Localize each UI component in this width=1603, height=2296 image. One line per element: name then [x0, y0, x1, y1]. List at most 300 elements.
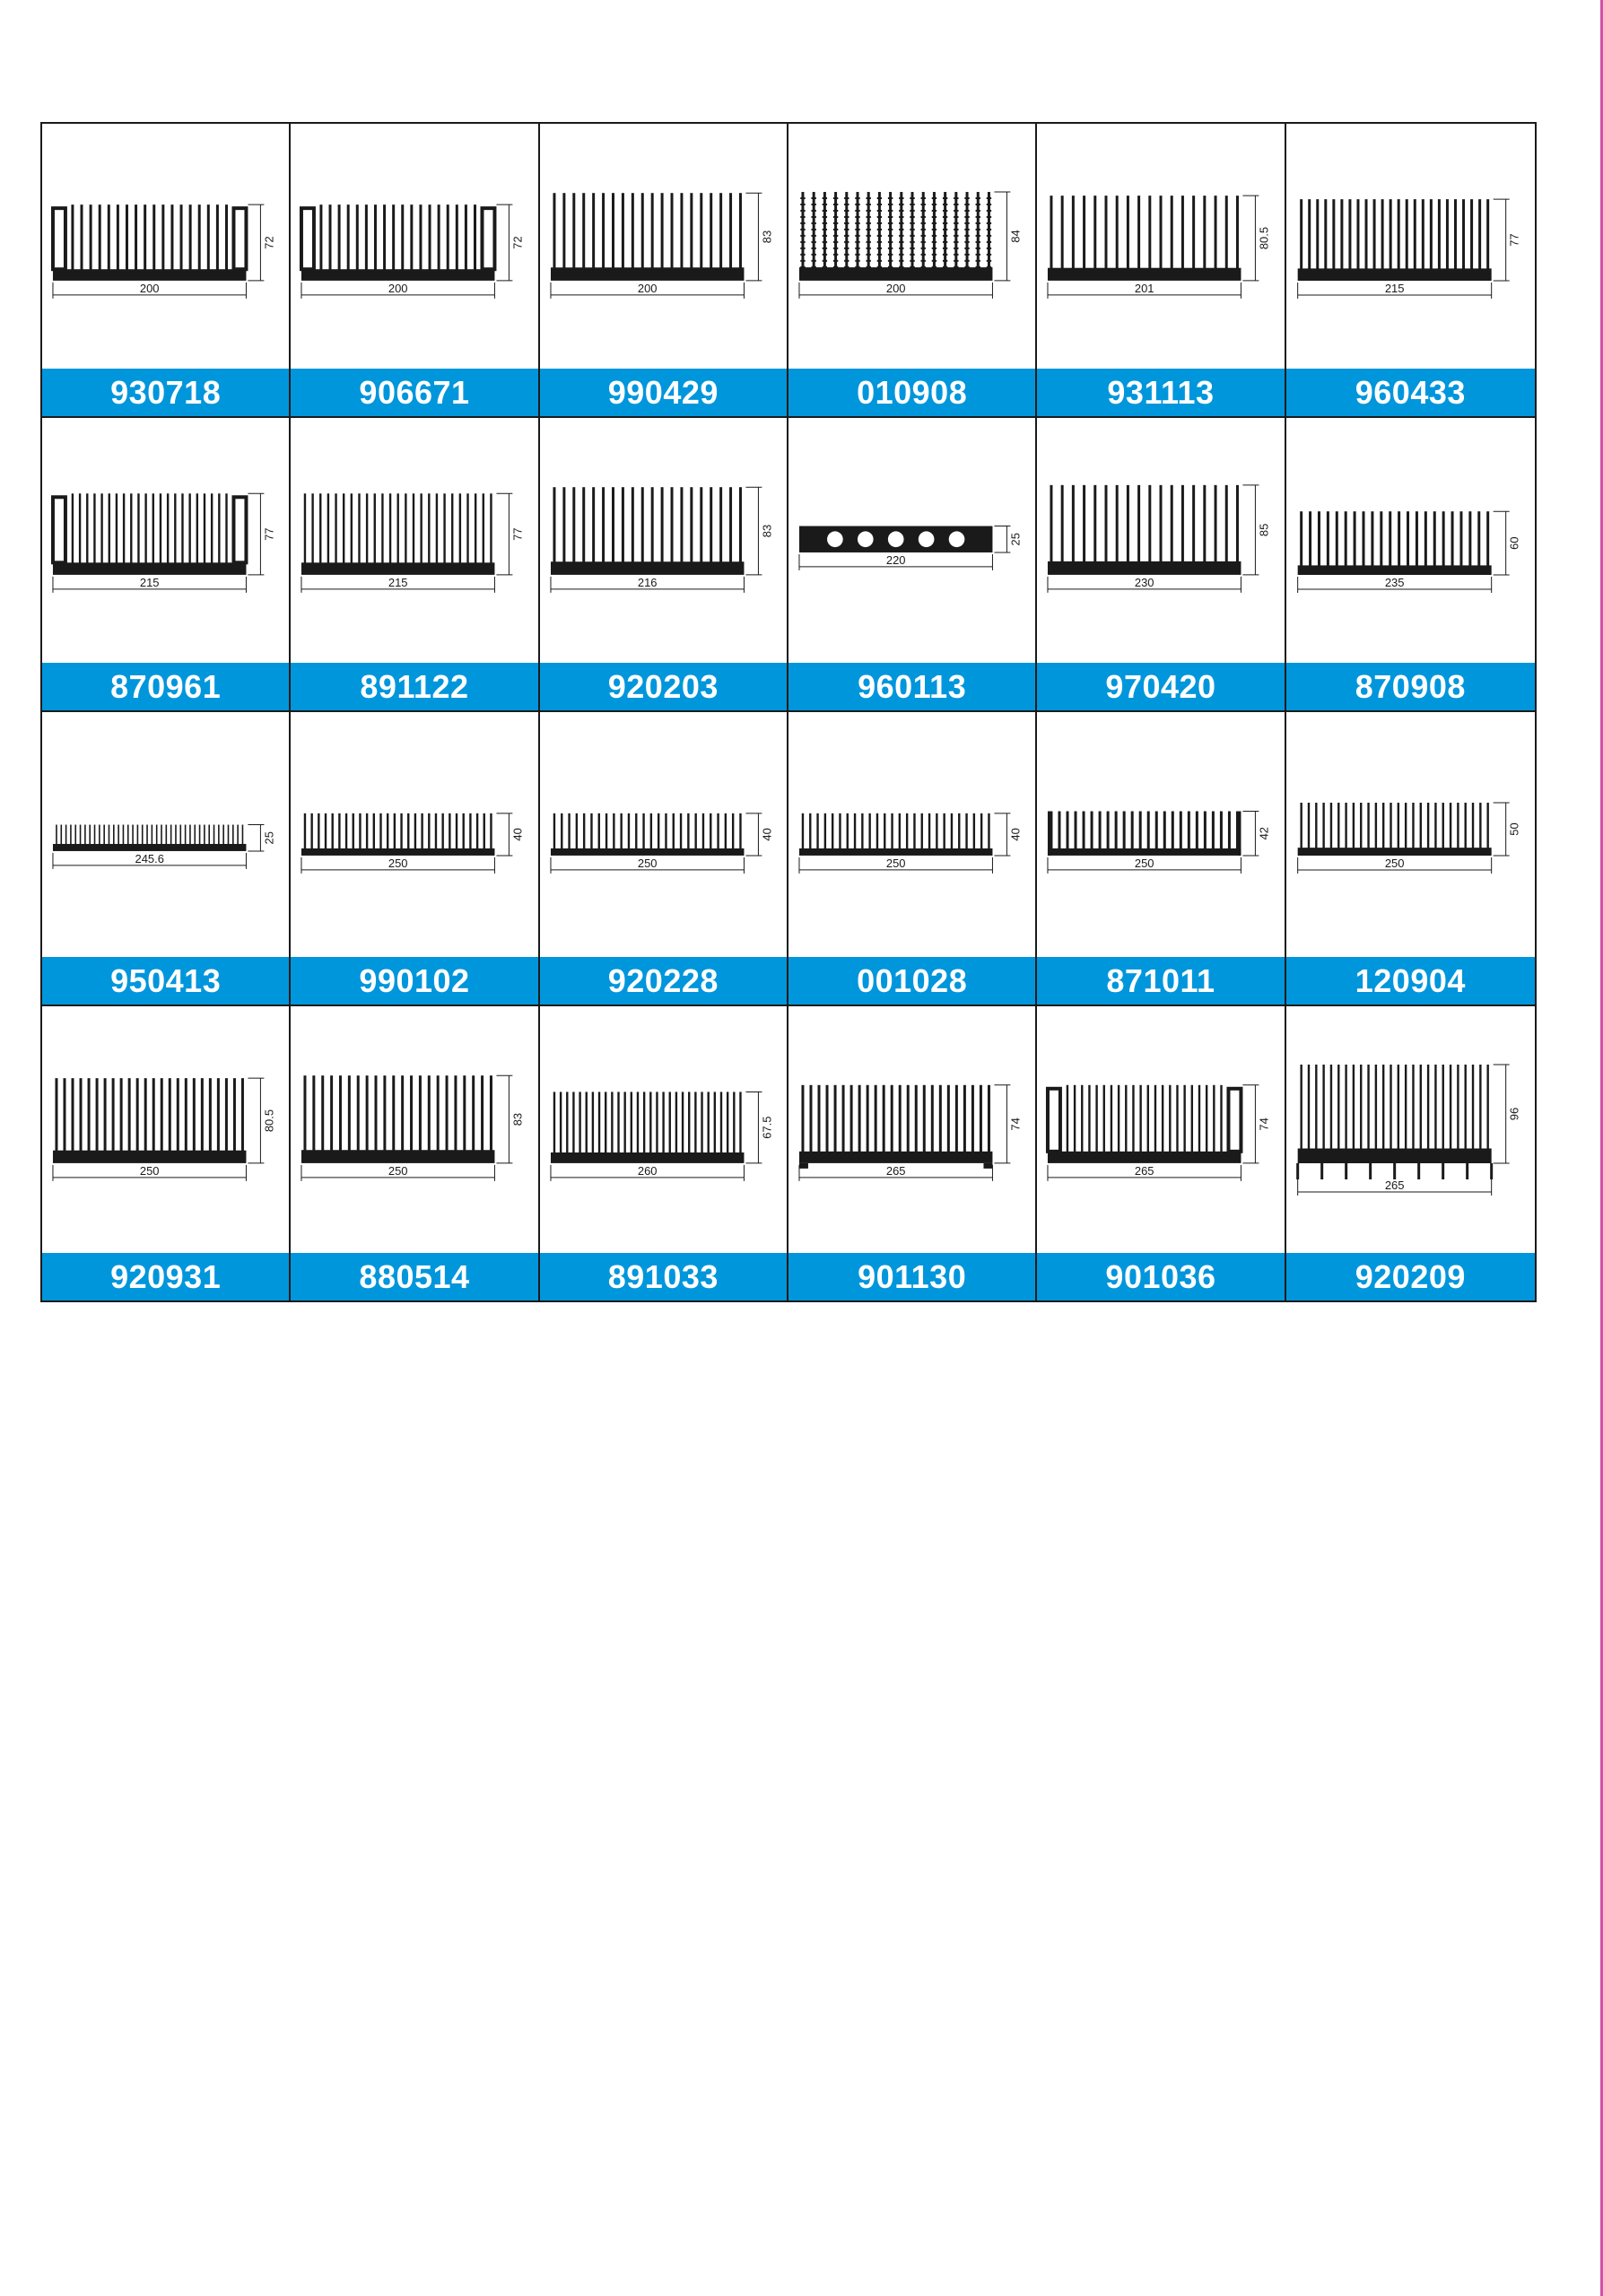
profile-fin — [225, 1078, 228, 1152]
heatsink-cross-section — [1037, 124, 1284, 366]
profile-serration — [844, 210, 849, 212]
profile-fin — [1345, 1065, 1346, 1150]
profile-fin — [1398, 511, 1400, 566]
profile-serration — [800, 254, 805, 256]
profile-fin — [1459, 511, 1462, 566]
profile-fin — [1427, 803, 1429, 848]
profile-fin — [72, 493, 74, 563]
profile-fin — [1364, 199, 1367, 269]
profile-fin — [463, 813, 465, 849]
profile-serration — [823, 266, 827, 268]
profile-card — [1037, 418, 1285, 712]
profile-fin — [233, 1078, 236, 1152]
height-label: 74 — [1008, 1118, 1023, 1131]
profile-fin — [161, 204, 164, 270]
profile-serration — [844, 248, 849, 249]
profile-fin — [93, 493, 95, 563]
profile-code: 871011 — [1037, 957, 1284, 1004]
profile-serration — [932, 216, 937, 218]
profile-serration — [943, 248, 947, 249]
height-label: 25 — [262, 831, 276, 845]
profile-serration — [899, 204, 903, 205]
profile-serration — [877, 229, 882, 230]
profile-fin — [242, 825, 244, 845]
profile-code: 880514 — [291, 1253, 537, 1300]
profile-channel — [301, 208, 314, 269]
profile-serration — [867, 216, 871, 218]
profile-serration — [932, 248, 937, 249]
profile-serration — [954, 241, 958, 243]
profile-serration — [877, 216, 882, 218]
profile-base — [1297, 268, 1491, 281]
profile-fin — [136, 1078, 139, 1152]
profile-fin — [1457, 803, 1459, 848]
profile-lower-fin — [1466, 1163, 1468, 1179]
profile-serration — [855, 222, 859, 224]
width-label: 250 — [1135, 856, 1154, 870]
profile-fin — [152, 204, 155, 270]
profile-serration — [899, 254, 903, 256]
profile-fin — [1116, 196, 1119, 269]
profile-fin — [208, 825, 210, 845]
profile-fin — [1462, 199, 1465, 269]
profile-fin — [928, 813, 930, 849]
profile-drawing — [1048, 811, 1241, 855]
profile-fin — [1397, 1065, 1398, 1150]
profile-base — [551, 848, 744, 856]
profile-fin — [484, 813, 485, 849]
profile-fin — [1382, 1065, 1384, 1150]
profile-serration — [943, 222, 947, 224]
profile-serration — [823, 254, 827, 256]
profile-serration — [987, 222, 991, 224]
profile-card — [1037, 124, 1285, 418]
profile-fin — [330, 1075, 333, 1151]
profile-drawing — [551, 813, 744, 856]
heatsink-cross-section — [788, 124, 1035, 366]
profile-fin — [662, 1091, 664, 1153]
profile-fin — [1434, 1065, 1436, 1150]
profile-fin — [739, 487, 742, 562]
profile-serration — [954, 266, 958, 268]
profile-fin — [861, 813, 863, 849]
profile-serration — [867, 204, 871, 205]
height-dimension — [1493, 1065, 1520, 1163]
profile-fin — [100, 493, 102, 563]
profile-fin — [117, 204, 119, 270]
heatsink-cross-section — [1286, 1006, 1535, 1248]
profile-fin — [304, 1075, 307, 1151]
profile-serration — [867, 260, 871, 262]
profile-fin — [553, 193, 555, 268]
profile-serration — [855, 210, 859, 212]
profile-fin — [384, 1075, 387, 1151]
profile-base — [799, 267, 992, 281]
profile-fin — [700, 487, 702, 562]
profile-fin — [640, 487, 643, 562]
profile-base — [799, 848, 992, 856]
profile-fin — [1367, 1065, 1369, 1150]
profile-fin — [1309, 511, 1311, 566]
profile-serration — [823, 241, 827, 243]
profile-serration — [976, 222, 980, 224]
profile-hole — [919, 531, 935, 547]
profile-fin — [1345, 803, 1346, 848]
heatsink-cross-section — [1286, 124, 1535, 366]
profile-serration — [899, 260, 903, 262]
profile-fin — [476, 813, 478, 849]
profile-serration — [910, 235, 914, 237]
profile-fin — [635, 813, 637, 849]
profile-fin — [1125, 1085, 1127, 1152]
width-dimension — [799, 857, 992, 874]
profile-serration — [976, 254, 980, 256]
profile-fin — [1061, 485, 1064, 562]
profile-fin — [80, 825, 82, 845]
profile-fin — [936, 813, 937, 849]
profile-serration — [943, 197, 947, 199]
profile-fin — [422, 813, 423, 849]
profile-serration — [800, 266, 805, 268]
profile-fin — [374, 493, 376, 563]
profile-fin — [1308, 199, 1311, 269]
profile-drawing-area — [540, 418, 787, 660]
heatsink-cross-section — [540, 124, 787, 366]
profile-serration — [867, 241, 871, 243]
profile-fin — [325, 813, 327, 849]
profile-base — [1048, 561, 1241, 575]
profile-serration — [976, 204, 980, 205]
heatsink-cross-section — [291, 1006, 537, 1248]
profile-fin — [622, 193, 624, 268]
profile-fin — [209, 1078, 212, 1152]
profile-fin — [572, 193, 575, 268]
profile-fin — [116, 493, 118, 563]
profile-fin — [322, 1075, 325, 1151]
profile-fin — [338, 204, 341, 270]
profile-serration — [899, 235, 903, 237]
profile-fin — [672, 813, 674, 849]
profile-fin — [802, 813, 804, 849]
profile-serration — [833, 241, 838, 243]
profile-fin — [228, 825, 230, 845]
profile-fin — [89, 825, 91, 845]
profile-fin — [211, 493, 213, 563]
profile-fin — [592, 193, 595, 268]
profile-serration — [921, 260, 926, 262]
profile-fin — [1111, 1085, 1112, 1152]
height-label: 67.5 — [760, 1116, 774, 1139]
profile-serration — [867, 235, 871, 237]
profile-serration — [964, 254, 969, 256]
profile-fin — [108, 204, 110, 270]
profile-fin — [491, 493, 492, 563]
profile-code: 950413 — [42, 957, 289, 1004]
profile-fin — [437, 1075, 440, 1151]
profile-fin — [339, 813, 341, 849]
profile-base — [1297, 848, 1491, 856]
profile-serration — [964, 216, 969, 218]
profile-card — [291, 712, 539, 1006]
profile-serration — [899, 241, 903, 243]
profile-fin — [347, 204, 350, 270]
profile-serration — [811, 222, 815, 224]
profile-fin — [436, 493, 438, 563]
profile-serration — [910, 210, 914, 212]
profile-serration — [877, 248, 882, 249]
profile-lower-fin — [1345, 1163, 1347, 1179]
profile-serration — [877, 197, 882, 199]
profile-fin — [690, 487, 693, 562]
profile-code: 906671 — [291, 369, 537, 416]
profile-fin — [474, 204, 476, 270]
profile-fin — [670, 487, 673, 562]
profile-base — [53, 562, 246, 575]
profile-base — [1048, 1152, 1241, 1163]
profile-fin — [988, 1085, 990, 1152]
profile-fin — [359, 493, 361, 563]
profile-fin — [414, 813, 416, 849]
profile-fin — [218, 825, 220, 845]
profile-fin — [640, 193, 643, 268]
height-dimension — [1243, 485, 1271, 575]
profile-fin — [858, 1085, 861, 1152]
profile-fin — [120, 1078, 123, 1152]
profile-serration — [964, 248, 969, 249]
profile-fin — [809, 813, 811, 849]
profile-serration — [811, 210, 815, 212]
profile-fin — [1451, 511, 1453, 566]
profile-fin — [70, 825, 72, 845]
profile-code: 990429 — [540, 369, 787, 416]
width-dimension — [1297, 576, 1491, 593]
profile-fin — [1470, 199, 1473, 269]
profile-fin — [152, 1078, 155, 1152]
profile-fin — [1486, 803, 1488, 848]
profile-fin — [1352, 803, 1354, 848]
width-label: 230 — [1135, 575, 1154, 589]
profile-drawing — [551, 193, 744, 281]
profile-fin — [612, 193, 614, 268]
profile-serration — [855, 241, 859, 243]
profile-fin — [401, 1075, 404, 1151]
profile-fin — [313, 1075, 316, 1151]
profile-serration — [976, 248, 980, 249]
profile-fin — [96, 1078, 99, 1152]
profile-fin — [939, 1085, 942, 1152]
profile-serration — [888, 241, 893, 243]
profile-fin — [218, 493, 220, 563]
profile-drawing-area — [42, 712, 289, 954]
profile-fin — [701, 1091, 702, 1153]
profile-fin — [568, 813, 570, 849]
profile-code: 970420 — [1037, 663, 1284, 710]
profile-serration — [910, 241, 914, 243]
profile-fin — [446, 1075, 449, 1151]
profile-serration — [888, 204, 893, 205]
profile-fin — [1061, 196, 1064, 269]
profile-fin — [729, 193, 732, 268]
height-dimension — [497, 493, 525, 575]
profile-fin — [572, 1091, 574, 1153]
profile-fin — [1367, 803, 1369, 848]
profile-base — [1048, 848, 1241, 856]
profile-card — [540, 418, 788, 712]
profile-serration — [921, 210, 926, 212]
profile-serration — [833, 235, 838, 237]
profile-fin — [582, 193, 585, 268]
profile-serration — [811, 204, 815, 205]
profile-card — [788, 124, 1037, 418]
width-label: 265 — [1384, 1178, 1405, 1192]
profile-fin — [1316, 199, 1319, 269]
profile-fin — [1075, 811, 1077, 848]
profile-code: 010908 — [788, 369, 1035, 416]
profile-fin — [1322, 803, 1324, 848]
profile-fin — [560, 1091, 562, 1153]
profile-serration — [844, 266, 849, 268]
profile-fin — [650, 487, 653, 562]
profile-fin — [613, 813, 614, 849]
profile-fin — [931, 1085, 934, 1152]
profile-fin — [435, 813, 437, 849]
profile-fin — [86, 493, 88, 563]
width-dimension — [1048, 576, 1241, 593]
profile-serration — [987, 248, 991, 249]
profile-fin — [915, 1085, 918, 1152]
heatsink-profile-grid — [40, 122, 1537, 1302]
profile-fin — [241, 1078, 244, 1152]
profile-fin — [204, 493, 205, 563]
profile-fin — [605, 1091, 606, 1153]
profile-fin — [216, 204, 219, 270]
profile-fin — [1177, 1085, 1179, 1152]
height-label: 84 — [1008, 230, 1023, 243]
profile-fin — [965, 813, 967, 849]
profile-serration — [844, 254, 849, 256]
profile-fin — [1094, 196, 1097, 269]
profile-fin — [1149, 485, 1152, 562]
profile-fin — [188, 493, 190, 563]
profile-serration — [921, 229, 926, 230]
profile-fin — [447, 204, 449, 270]
profile-serration — [987, 235, 991, 237]
profile-fin — [566, 1091, 568, 1153]
height-dimension — [248, 204, 275, 281]
profile-card — [42, 124, 291, 418]
profile-fin — [1140, 1085, 1142, 1152]
profile-serration — [800, 241, 805, 243]
profile-card — [540, 124, 788, 418]
profile-fin — [617, 1091, 619, 1153]
profile-fin — [353, 813, 354, 849]
profile-serration — [833, 229, 838, 230]
profile-drawing-area — [788, 1006, 1035, 1248]
profile-fin — [631, 487, 633, 562]
profile-drawing — [301, 813, 494, 856]
profile-serration — [833, 254, 838, 256]
profile-fin — [1300, 803, 1302, 848]
profile-fin — [401, 813, 403, 849]
profile-serration — [932, 254, 937, 256]
profile-fin — [1412, 1065, 1414, 1150]
width-label: 201 — [1135, 281, 1154, 295]
profile-serration — [888, 248, 893, 249]
profile-fin — [1059, 811, 1061, 848]
profile-serration — [976, 229, 980, 230]
profile-fin — [1457, 1065, 1459, 1150]
profile-code: 990102 — [291, 957, 537, 1004]
heatsink-cross-section — [42, 418, 289, 660]
profile-fin — [319, 493, 321, 563]
profile-serration — [954, 204, 958, 205]
profile-fin — [161, 1078, 163, 1152]
profile-hole — [888, 531, 904, 547]
profile-fin — [193, 1078, 196, 1152]
profile-fin — [680, 487, 683, 562]
profile-fin — [739, 193, 742, 268]
profile-drawing — [53, 204, 246, 281]
profile-fin — [1371, 511, 1373, 566]
height-label: 83 — [510, 1112, 525, 1126]
profile-channel — [233, 208, 246, 269]
profile-fin — [161, 825, 162, 845]
profile-fin — [1096, 1085, 1098, 1152]
profile-fin — [585, 1091, 587, 1153]
profile-fin — [394, 813, 396, 849]
profile-fin — [175, 825, 177, 845]
width-label: 265 — [1135, 1163, 1154, 1178]
profile-drawing — [53, 1078, 246, 1163]
profile-fin — [1196, 811, 1198, 848]
profile-fin — [382, 493, 384, 563]
profile-fin — [444, 493, 446, 563]
profile-fin — [1337, 1065, 1339, 1150]
height-label: 72 — [262, 236, 276, 249]
profile-fin — [132, 825, 134, 845]
profile-fin — [562, 487, 565, 562]
profile-fin — [156, 825, 158, 845]
profile-fin — [719, 193, 722, 268]
profile-code: 930718 — [42, 369, 289, 416]
profile-fin — [491, 813, 492, 849]
profile-fin — [1139, 811, 1142, 848]
profile-serration — [954, 248, 958, 249]
profile-fin — [690, 193, 693, 268]
profile-serration — [943, 204, 947, 205]
profile-fin — [1332, 199, 1335, 269]
profile-fin — [345, 813, 347, 849]
profile-fin — [630, 1091, 632, 1153]
profile-fin — [553, 1091, 554, 1153]
profile-fin — [649, 813, 651, 849]
width-label: 250 — [1384, 857, 1405, 870]
height-dimension — [1243, 1085, 1271, 1163]
profile-fin — [602, 193, 605, 268]
profile-fin — [1147, 811, 1150, 848]
profile-serration — [964, 235, 969, 237]
profile-serration — [877, 204, 882, 205]
profile-fin — [642, 813, 644, 849]
profile-fin — [883, 1085, 885, 1152]
profile-fin — [1180, 811, 1182, 848]
height-dimension — [1493, 199, 1520, 281]
profile-base — [53, 844, 246, 851]
profile-serration — [888, 260, 893, 262]
profile-fin — [74, 825, 76, 845]
profile-serration — [823, 210, 827, 212]
profile-serration — [855, 197, 859, 199]
